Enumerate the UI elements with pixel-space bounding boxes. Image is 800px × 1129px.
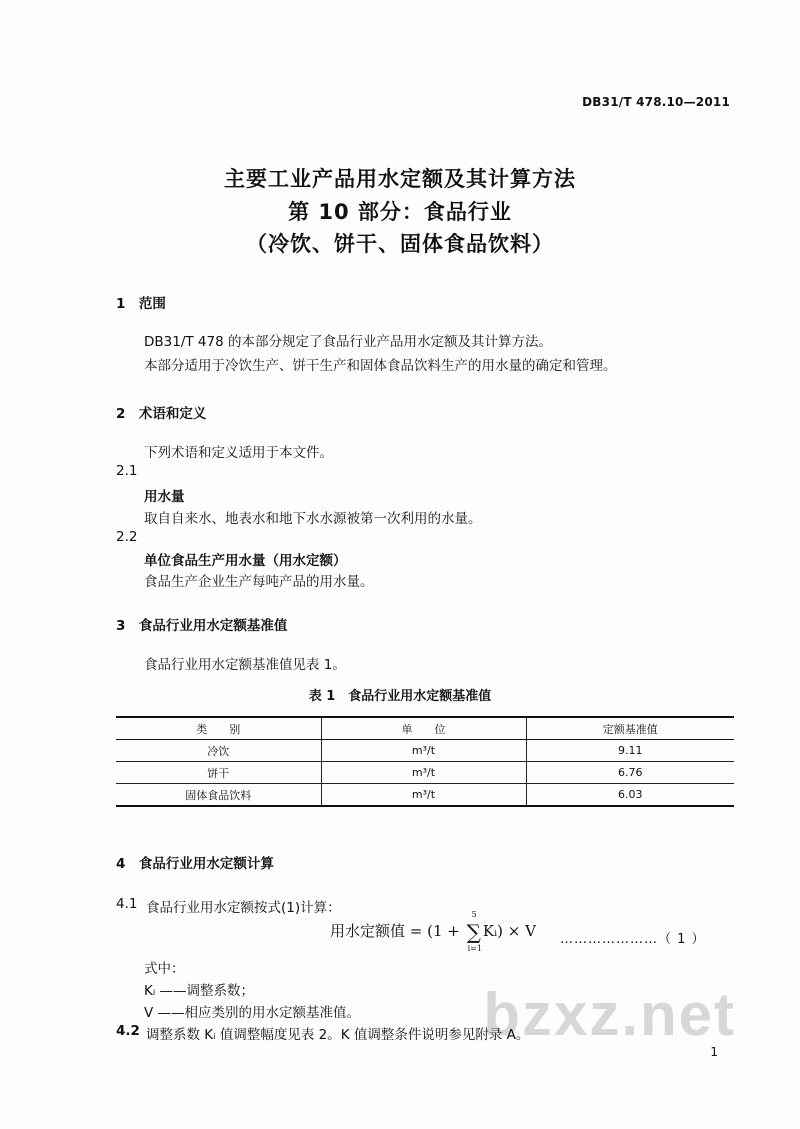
clause-4-1-text: 食品行业用水定额按式(1)计算： bbox=[146, 900, 341, 916]
watermark: bzxz.net bbox=[483, 981, 736, 1048]
cell-category: 饼干 bbox=[116, 762, 321, 784]
table-header-row bbox=[116, 717, 734, 740]
cell-unit: m³/t bbox=[321, 740, 526, 762]
title-line-2: 第 10 部分：食品行业 bbox=[288, 200, 512, 224]
water-quota-table bbox=[116, 716, 734, 807]
section-2-intro: 下列术语和定义适用于本文件。 bbox=[144, 445, 333, 461]
title-line-1: 主要工业产品用水定额及其计算方法 bbox=[224, 167, 576, 191]
formula-number: …………………（ 1 ） bbox=[560, 932, 706, 947]
cell-category: 固体食品饮料 bbox=[116, 784, 321, 807]
where-label: 式中： bbox=[144, 961, 185, 977]
summation-lower-limit: i=1 bbox=[467, 944, 482, 953]
section-1-paragraph-2: 本部分适用于冷饮生产、饼干生产和固体食品饮料生产的用水量的确定和管理。 bbox=[144, 358, 617, 374]
column-header-unit: 单 位 bbox=[321, 717, 526, 740]
section-1-paragraph-1: DB31/T 478 的本部分规定了食品行业产品用水定额及其计算方法。 bbox=[144, 334, 552, 350]
column-header-baseline: 定额基准值 bbox=[526, 717, 734, 740]
summation-symbol: ∑ 5 i=1 bbox=[466, 910, 482, 953]
term-2-2-number: 2.2 bbox=[116, 529, 138, 545]
page-number: 1 bbox=[710, 1045, 718, 1059]
clause-4-1-number: 4.1 bbox=[116, 896, 138, 912]
term-2-2-definition: 食品生产企业生产每吨产品的用水量。 bbox=[144, 574, 374, 590]
formula-1 bbox=[330, 910, 536, 953]
standard-number: DB31/T 478.10—2011 bbox=[582, 95, 730, 109]
cell-baseline: 6.03 bbox=[526, 784, 734, 807]
clause-4-2-number: 4.2 bbox=[116, 1023, 140, 1039]
formula-lhs: 用水定额值 = (1 + bbox=[330, 922, 465, 940]
section-4-heading: 4 食品行业用水定额计算 bbox=[116, 856, 274, 872]
table-row bbox=[116, 784, 734, 807]
cell-baseline: 6.76 bbox=[526, 762, 734, 784]
term-2-2-name: 单位食品生产用水量（用水定额） bbox=[144, 553, 347, 569]
section-1-heading: 1 范围 bbox=[116, 296, 166, 312]
term-2-1-number: 2.1 bbox=[116, 463, 138, 479]
cell-unit: m³/t bbox=[321, 784, 526, 807]
formula-rhs: Kᵢ) × V bbox=[482, 922, 536, 940]
variable-k-definition: Kᵢ ——调整系数； bbox=[144, 983, 255, 999]
section-3-intro: 食品行业用水定额基准值见表 1。 bbox=[144, 657, 346, 673]
table-1-caption: 表 1 食品行业用水定额基准值 bbox=[308, 689, 492, 704]
variable-v-definition: V ——相应类别的用水定额基准值。 bbox=[144, 1005, 361, 1021]
summation-upper-limit: 5 bbox=[471, 910, 477, 919]
section-2-heading: 2 术语和定义 bbox=[116, 406, 207, 422]
table-row bbox=[116, 762, 734, 784]
cell-category: 冷饮 bbox=[116, 740, 321, 762]
term-2-1-definition: 取自自来水、地表水和地下水水源被第一次利用的水量。 bbox=[144, 511, 482, 527]
title-line-3: （冷饮、饼干、固体食品饮料） bbox=[246, 232, 554, 256]
column-header-category: 类 别 bbox=[116, 717, 321, 740]
clause-4-2-text: 调整系数 Kᵢ 值调整幅度见表 2。K 值调整条件说明参见附录 A。 bbox=[146, 1027, 530, 1043]
table-row bbox=[116, 740, 734, 762]
cell-baseline: 9.11 bbox=[526, 740, 734, 762]
section-3-heading: 3 食品行业用水定额基准值 bbox=[116, 618, 288, 634]
term-2-1-name: 用水量 bbox=[144, 489, 185, 505]
cell-unit: m³/t bbox=[321, 762, 526, 784]
